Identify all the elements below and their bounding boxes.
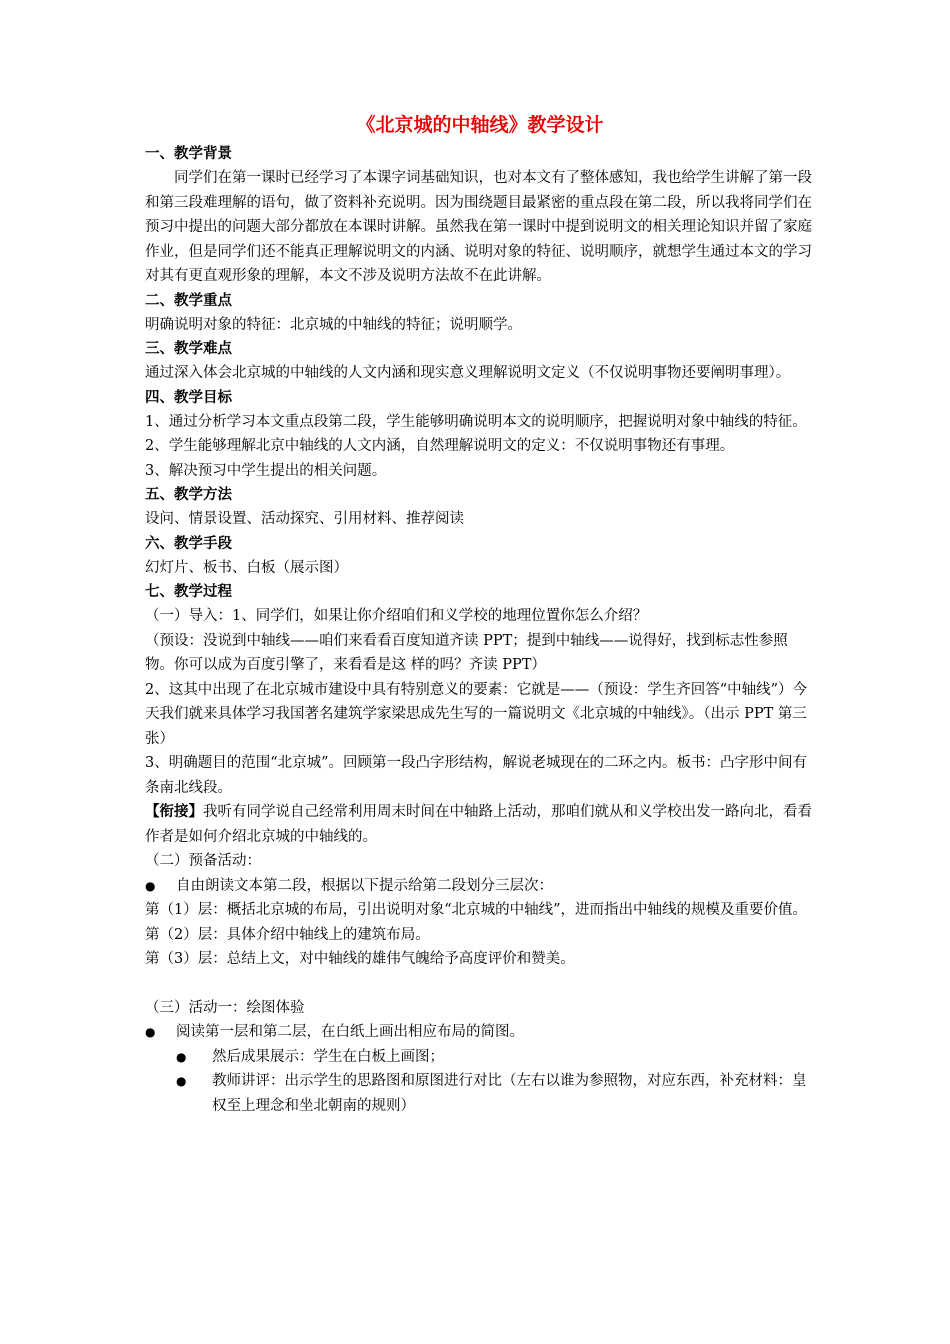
paragraph: 2、这其中出现了在北京城市建设中具有特别意义的要素：它就是——（预设：学生齐回答“中轴线”）今天我们就来具体学习我国著名建筑学家梁思成先生写的一篇说明文《北京城的中轴线》。（出示 PPT 第三张） bbox=[145, 681, 808, 747]
transition-text: 我听有同学说自己经常利用周末时间在中轴路上活动，那咱们就从和义学校出发一路向北，看看作者是如何介绍北京城的中轴线的。 bbox=[145, 804, 812, 845]
transition-tag: 【衔接】 bbox=[145, 803, 203, 820]
document-page bbox=[145, 112, 815, 1118]
paragraph: （三）活动一：绘图体验 bbox=[145, 999, 305, 1016]
paragraph: （一）导入：1、同学们，如果让你介绍咱们和义学校的地理位置你怎么介绍？ bbox=[145, 608, 648, 624]
list-item-text: 自由朗读文本第二段，根据以下提示给第二段划分三层次： bbox=[176, 877, 553, 894]
paragraph: （预设：没说到中轴线——咱们来看看百度知道齐读 PPT；提到中轴线——说得好，找到标志性参照物。你可以成为百度引擎了，来看看是这 样的吗？齐读 PPT） bbox=[145, 632, 788, 673]
paragraph: 同学们在第一课时已经学习了本课字词基础知识，也对本文有了整体感知，我也给学生讲解了第一段和第三段难理解的语句，做了资料补充说明。因为围绕题目最紧密的重点段在第二段，所以我将同学们在预习中提出的问题大部分都放在本课时讲解。虽然我在第一课时中提到说明文的相关理论知识并留了家庭作业，但是同学们还不能真正理解说明文的内涵、说明对象的特征、说明顺序，就想学生通过本文的学习对其有更直观形象的理解，本文不涉及说明方法故不在此讲解。 bbox=[145, 170, 812, 284]
list-item-text: 教师讲评：出示学生的思路图和原图进行对比（左右以谁为参照物，对应东西，补充材料：皇权至上理念和坐北朝南的规则） bbox=[212, 1073, 807, 1114]
bullet-icon: ● bbox=[145, 1025, 156, 1039]
list-item-text: 然后成果展示：学生在白板上画图； bbox=[212, 1048, 444, 1065]
paragraph: 通过深入体会北京城的中轴线的人文内涵和现实意义理解说明文定义（不仅说明事物还要阐明事理）。 bbox=[145, 365, 791, 381]
paragraph: 第（2）层：具体介绍中轴线上的建筑布局。 bbox=[145, 926, 430, 943]
section-heading: 七、教学过程 bbox=[145, 583, 232, 600]
paragraph: 第（1）层：概括北京城的布局，引出说明对象“北京城的中轴线”，进而指出中轴线的规模及重要价值。 bbox=[145, 902, 808, 918]
list-item bbox=[176, 1045, 815, 1070]
paragraph bbox=[145, 800, 815, 849]
paragraph: 幻灯片、板书、白板（展示图） bbox=[145, 559, 348, 576]
blank-line bbox=[145, 972, 815, 996]
document-title: 《北京城的中轴线》教学设计 bbox=[356, 114, 604, 136]
section-heading: 六、教学手段 bbox=[145, 534, 232, 552]
objective-item: 1、通过分析学习本文重点段第二段，学生能够明确说明本文的说明顺序，把握说明对象中轴线的特征。 bbox=[145, 413, 807, 430]
bullet-icon: ● bbox=[176, 1049, 187, 1064]
paragraph: 3、明确题目的范围“北京城”。回顾第一段凸字形结构，解说老城现在的二环之内。板书：凸字形中间有条南北线段。 bbox=[145, 755, 808, 796]
section-heading: 三、教学难点 bbox=[145, 340, 232, 357]
list-item bbox=[145, 1020, 815, 1045]
list-item-text: 阅读第一层和第二层，在白纸上画出相应布局的简图。 bbox=[176, 1024, 524, 1040]
paragraph: 设问、情景设置、活动探究、引用材料、推荐阅读 bbox=[145, 511, 464, 527]
list-item bbox=[176, 1069, 815, 1118]
section-heading: 一、教学背景 bbox=[145, 145, 232, 162]
bullet-icon: ● bbox=[145, 878, 156, 893]
objective-item: 3、解决预习中学生提出的相关问题。 bbox=[145, 462, 387, 479]
paragraph: （二）预备活动： bbox=[145, 853, 261, 869]
list-item bbox=[145, 874, 815, 899]
section-heading: 五、教学方法 bbox=[145, 486, 232, 503]
section-heading: 四、教学目标 bbox=[145, 388, 232, 406]
bullet-icon: ● bbox=[176, 1074, 187, 1088]
paragraph: 第（3）层：总结上文，对中轴线的雄伟气魄给予高度评价和赞美。 bbox=[145, 951, 575, 967]
paragraph: 明确说明对象的特征：北京城的中轴线的特征；说明顺学。 bbox=[145, 316, 522, 333]
section-heading: 二、教学重点 bbox=[145, 291, 232, 309]
objective-item: 2、学生能够理解北京中轴线的人文内涵，自然理解说明文的定义：不仅说明事物还有事理。 bbox=[145, 438, 735, 454]
